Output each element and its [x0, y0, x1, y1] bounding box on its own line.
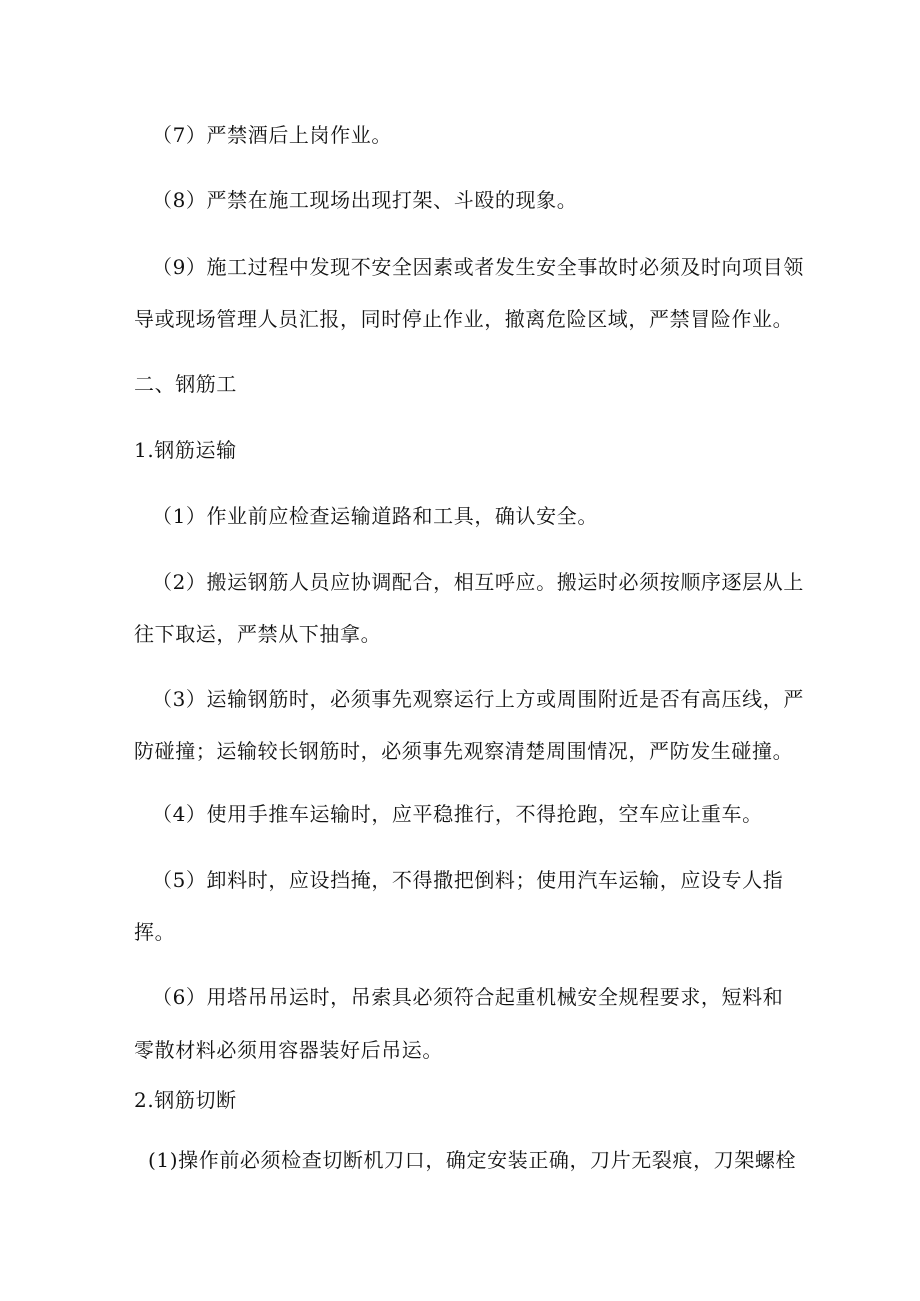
transport-item-6-line-2: 零散材料必须用容器装好后吊运。 — [134, 1038, 443, 1062]
transport-item-6-line-1: （6）用塔吊吊运时，吊索具必须符合起重机械安全规程要求，短料和 — [152, 985, 784, 1009]
subsection-heading-rebar-transport: 1.钢筋运输 — [134, 438, 237, 462]
transport-item-4: （4）使用手推车运输时，应平稳推行，不得抢跑，空车应让重车。 — [152, 802, 763, 826]
transport-item-1: （1）作业前应检查运输道路和工具，确认安全。 — [152, 504, 598, 528]
paragraph-item-9-line-1: （9）施工过程中发现不安全因素或者发生安全事故时必须及时向项目领 — [152, 255, 804, 279]
paragraph-item-8: （8）严禁在施工现场出现打架、斗殴的现象。 — [152, 188, 578, 212]
paragraph-item-9-line-2: 导或现场管理人员汇报，同时停止作业，撤离危险区域，严禁冒险作业。 — [134, 307, 794, 331]
transport-item-3-line-1: （3）运输钢筋时，必须事先观察运行上方或周围附近是否有高压线，严 — [152, 687, 804, 711]
paragraph-item-7: （7）严禁酒后上岗作业。 — [152, 123, 392, 147]
transport-item-2-line-2: 往下取运，严禁从下抽拿。 — [134, 622, 382, 646]
transport-item-2-line-1: （2）搬运钢筋人员应协调配合，相互呼应。搬运时必须按顺序逐层从上 — [152, 570, 804, 594]
cutting-item-1-line-1: (1)操作前必须检查切断机刀口，确定安装正确，刀片无裂痕，刀架螺栓 — [148, 1148, 797, 1172]
transport-item-5-line-2: 挥。 — [134, 920, 176, 944]
transport-item-5-line-1: （5）卸料时，应设挡掩，不得撒把倒料；使用汽车运输，应设专人指 — [152, 868, 784, 892]
subsection-heading-rebar-cutting: 2.钢筋切断 — [134, 1088, 237, 1112]
section-heading-rebar-worker: 二、钢筋工 — [134, 372, 237, 396]
transport-item-3-line-2: 防碰撞；运输较长钢筋时，必须事先观察清楚周围情况，严防发生碰撞。 — [134, 739, 794, 763]
